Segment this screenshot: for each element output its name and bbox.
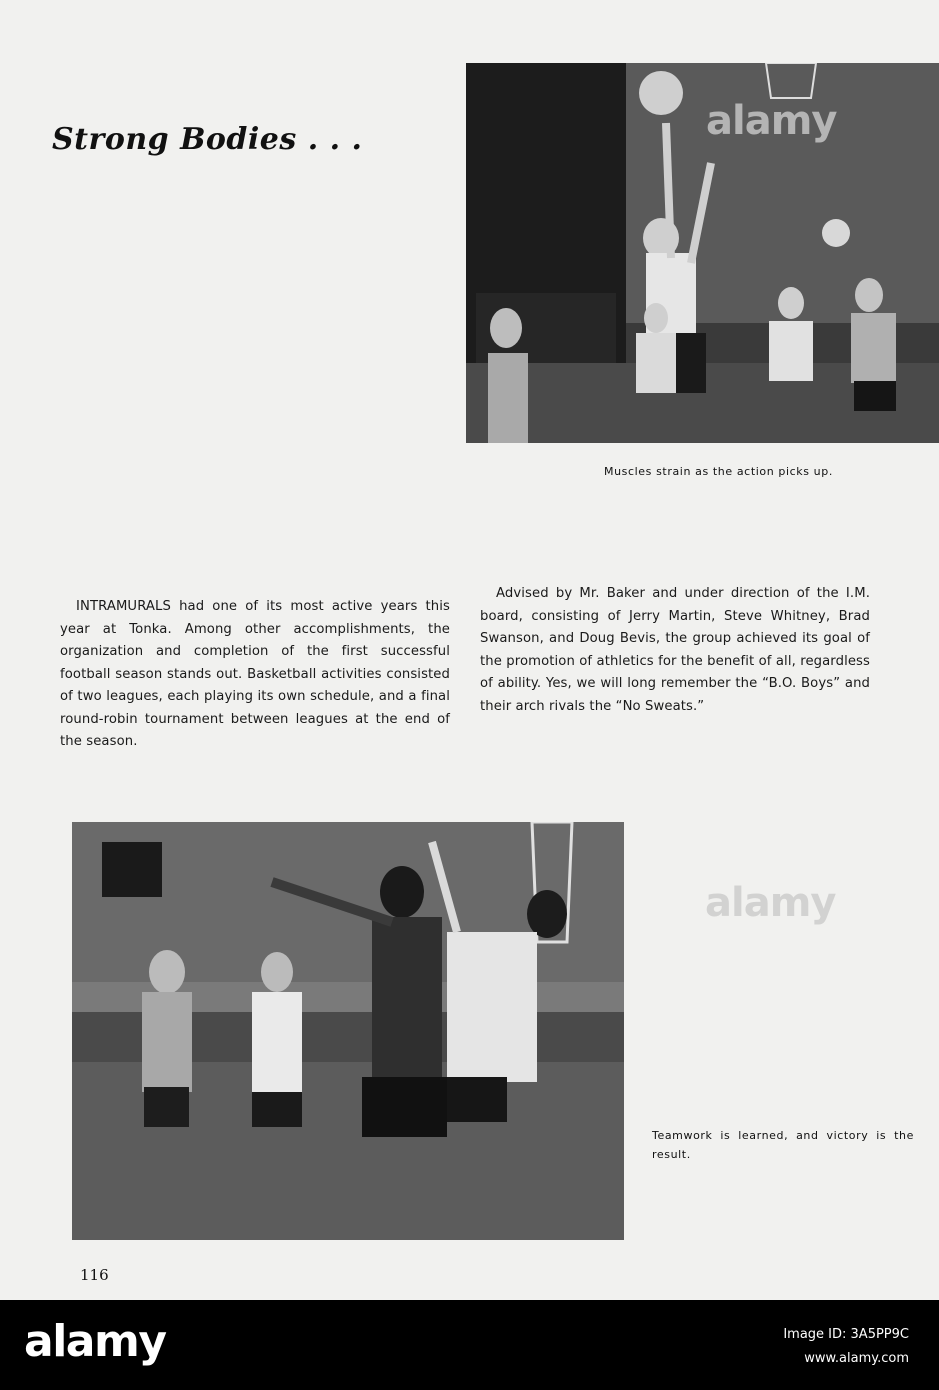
left-text-column: INTRAMURALS had one of its most active years this year at Tonka. Among other accomplishments, the organization and completion of the first successful football season stands out. Basketball activities consisted of two leagues, each playing its own schedule, and a final round-robin tournament between leagues at the end of the season. [60, 599, 450, 749]
watermark-overlay: alamy [705, 880, 836, 926]
page-number: 116 [80, 1266, 109, 1284]
site-url: www.alamy.com [804, 1351, 909, 1366]
right-text-column: Advised by Mr. Baker and under direction of the I.M. board, consisting of Jerry Martin, Steve Whitney, Brad Swanson, and Doug Bevis, the group achieved its goal of the promotion of athletics for the benefit of all, regardless of ability. Yes, we will long remember the “B.O. Boys” and their arch rivals the “No Sweats.” [480, 586, 870, 714]
bottom-photo-caption: Teamwork is learned, and victory is the result. [652, 1129, 914, 1161]
page-title: Strong Bodies . . . [52, 122, 363, 157]
image-id: Image ID: 3A5PP9C [783, 1327, 909, 1342]
bottom-basketball-photo [72, 822, 624, 1240]
gym-scene-illustration [72, 822, 624, 1240]
top-basketball-photo [466, 63, 939, 443]
gym-scene-illustration [466, 63, 939, 443]
alamy-logo: alamy [24, 1316, 166, 1367]
top-photo-caption: Muscles strain as the action picks up. [604, 465, 833, 478]
watermark: alamy [706, 98, 837, 144]
stock-footer-bar [0, 1300, 939, 1390]
